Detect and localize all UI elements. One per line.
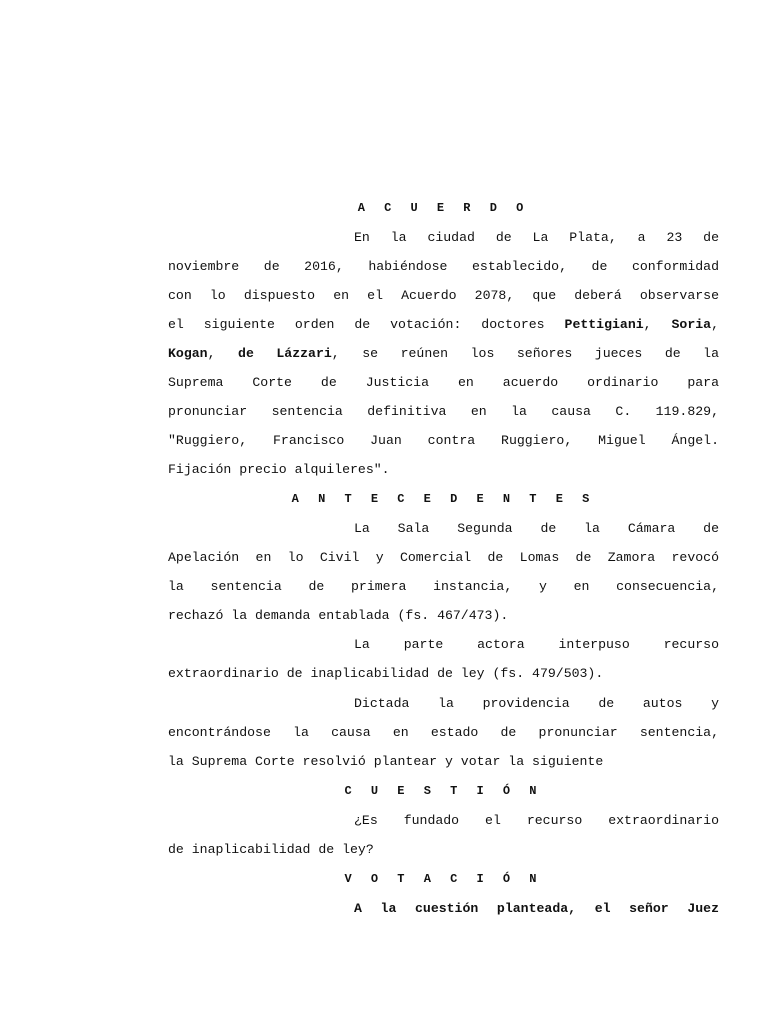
acuerdo-line-9: Fijación precio alquileres". (168, 462, 390, 477)
heading-acuerdo: A C U E R D O (357, 201, 530, 215)
antecedentes-p2-line-2: extraordinario de inaplicabilidad de ley (fs. 479/503). (168, 666, 604, 681)
heading-votacion: V O T A C I Ó N (344, 872, 543, 886)
antecedentes-p1-line-3: la sentencia de primera instancia, y en consecuencia, (168, 579, 719, 594)
antecedentes-p3-line-3: la Suprema Corte resolvió plantear y votar la siguiente (168, 754, 604, 769)
judge-name: Kogan (168, 346, 208, 361)
cuestion-line-1: ¿Es fundado el recurso extraordinario (354, 813, 719, 828)
text-run: , se reúnen los señores jueces de la (331, 346, 720, 361)
acuerdo-line-4 (168, 317, 719, 333)
acuerdo-line-3: con lo dispuesto en el Acuerdo 2078, que deberá observarse (168, 288, 719, 303)
acuerdo-line-2: noviembre de 2016, habiéndose establecido, de conformidad (168, 259, 719, 274)
acuerdo-line-6: Suprema Corte de Justicia en acuerdo ordinario para (168, 375, 719, 390)
text-run: , (711, 317, 720, 332)
acuerdo-line-1: En la ciudad de La Plata, a 23 de (354, 230, 719, 245)
cuestion-line-2: de inaplicabilidad de ley? (168, 842, 374, 857)
votacion-line-1: A la cuestión planteada, el señor Juez (354, 901, 719, 916)
antecedentes-p2-line-1: La parte actora interpuso recurso (354, 637, 719, 652)
heading-antecedentes: A N T E C E D E N T E S (291, 492, 596, 506)
judge-name: de Lázzari (238, 346, 332, 361)
antecedentes-p1-line-4: rechazó la demanda entablada (fs. 467/473). (168, 608, 509, 623)
antecedentes-p3-line-2: encontrándose la causa en estado de pronunciar sentencia, (168, 725, 719, 740)
judge-name: Pettigiani (564, 317, 644, 332)
antecedentes-p3-line-1: Dictada la providencia de autos y (354, 696, 719, 711)
text-run: , (643, 317, 672, 332)
judge-name: Soria (671, 317, 712, 332)
antecedentes-p1-line-2: Apelación en lo Civil y Comercial de Lomas de Zamora revocó (168, 550, 719, 565)
acuerdo-line-5 (168, 346, 719, 362)
antecedentes-p1-line-1: La Sala Segunda de la Cámara de (354, 521, 719, 536)
acuerdo-line-7: pronunciar sentencia definitiva en la causa C. 119.829, (168, 404, 719, 419)
text-run: , (207, 346, 239, 361)
text-run: el siguiente orden de votación: doctores (168, 317, 565, 332)
heading-cuestion: C U E S T I Ó N (344, 784, 543, 798)
acuerdo-line-8: "Ruggiero, Francisco Juan contra Ruggiero, Miguel Ángel. (168, 433, 719, 448)
